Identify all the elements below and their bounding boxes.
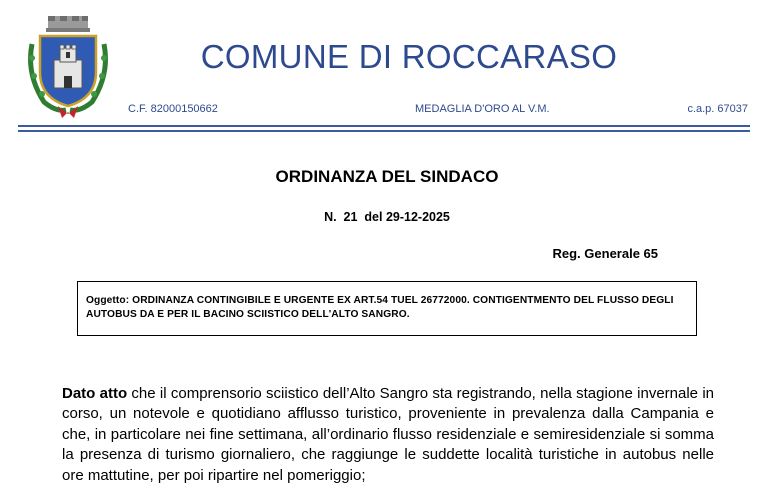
- medal-honor: MEDAGLIA D'ORO AL V.M.: [415, 103, 550, 115]
- postal-code: c.a.p. 67037: [687, 103, 748, 115]
- header-divider-top: [18, 125, 750, 127]
- header-divider-bottom: [18, 130, 750, 132]
- general-register: Reg. Generale 65: [552, 246, 658, 261]
- ordinance-number: N. 21 del 29-12-2025: [324, 210, 450, 224]
- municipality-title: COMUNE DI ROCCARASO: [200, 38, 618, 75]
- subject-text: Oggetto: ORDINANZA CONTINGIBILE E URGENTE EX ART.54 TUEL 26772000. CONTIGENTMENTO DEL FLUSSO DEGLI AUTOBUS DA E PER IL BACINO SCIISTICO DELL'ALTO SANGRO.: [86, 295, 674, 320]
- body-paragraph: [62, 384, 714, 486]
- tax-code: C.F. 82000150662: [128, 103, 218, 115]
- document-heading: ORDINANZA DEL SINDACO: [275, 167, 499, 186]
- body-lead-bold: Dato atto: [62, 385, 128, 402]
- body-text: che il comprensorio sciistico dell’Alto Sangro sta registrando, nella stagione invernale in corso, un notevole e quotidiano afflusso turistico, proveniente in prevalenza dalla Campania e che, in particolare nei fine settimana, all’ordinario flusso residenziale e semiresidenziale si somma la presenza di turismo giornaliero, che raggiunge le suddette località turistiche in autobus nelle ore mattutine, per poi ripartire nel pomeriggio;: [62, 385, 714, 484]
- subject-box: [77, 281, 697, 336]
